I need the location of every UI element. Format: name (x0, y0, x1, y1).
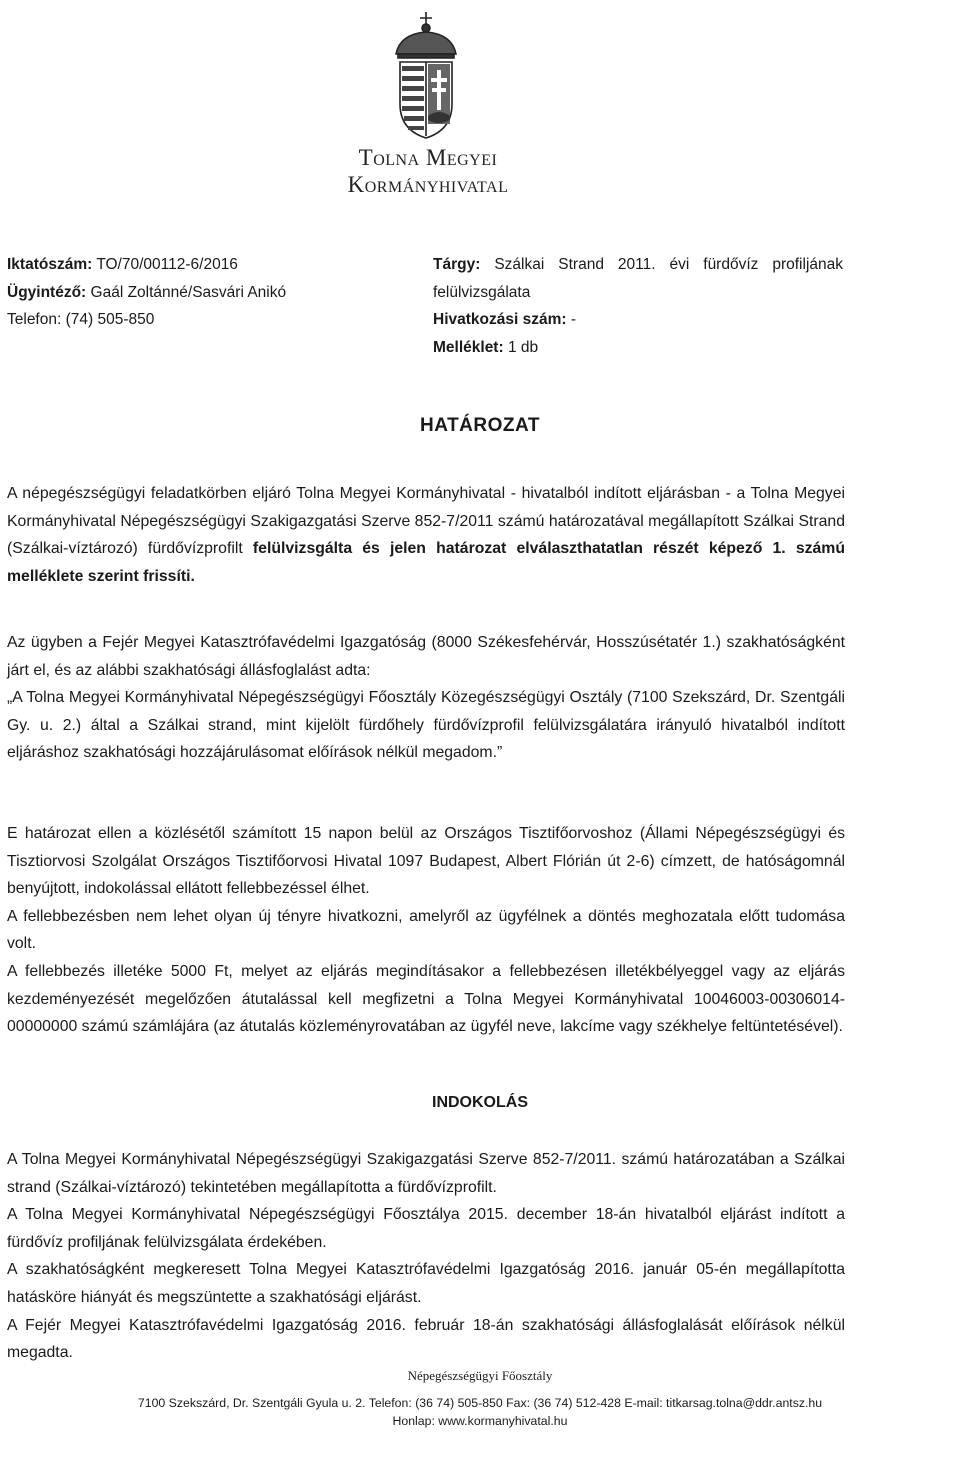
organization-name (298, 144, 558, 198)
appeal-restriction-text: A fellebbezésben nem lehet olyan új tényre hivatkozni, amelyről az ügyfélnek a döntés meghozatala előtt tudomása volt. (7, 907, 845, 953)
attachment-label: Melléklet: (433, 338, 504, 356)
phone-value: (74) 505-850 (65, 311, 155, 328)
reasoning-text-1: A Tolna Megyei Kormányhivatal Népegészségügyi Szakigazgatási Szerve 852-7/2011. számú határozatában a Szálkai strand (Szálkai-víztározó) tekintetében megállapította a fürdővízprofilt. (7, 1151, 845, 1196)
subject-value: Szálkai Strand 2011. évi fürdővíz profiljának felülvizsgálata (433, 256, 844, 301)
case-meta-right (433, 251, 843, 361)
reasoning-section (7, 1146, 845, 1367)
decision-paragraph (7, 480, 845, 590)
appeal-section (7, 820, 845, 1041)
reasoning-heading: INDOKOLÁS (432, 1094, 528, 1111)
reasoning-text-3: A szakhatóságként megkeresett Tolna Megyei Katasztrófavédelmi Igazgatóság 2016. január 05-én megállapította hatásköre hiányát és megszüntette a szakhatósági eljárást. (7, 1261, 845, 1306)
case-number-row (7, 251, 327, 279)
reasoning-text-4: A Fejér Megyei Katasztrófavédelmi Igazgatóság 2016. február 18-án szakhatósági állásfoglalását előírások nélkül megadta. (7, 1316, 845, 1362)
case-number-value: TO/70/00112-6/2016 (96, 256, 238, 273)
attachment-row (433, 334, 843, 362)
decision-text: A népegészségügyi feladatkörben eljáró Tolna Megyei Kormányhivatal - hivatalból indított eljárásban - a Tolna Megyei Kormányhivatal Népegészségügyi Szakigazgatási Szerve 852-7/2011 számú határozatával megállapított Szálkai Strand (Szálkai-víztározó) fürdővízprofilt (7, 485, 845, 558)
subject-row (433, 251, 843, 306)
reference-label: Hivatkozási szám: (433, 311, 567, 328)
reference-value: - (570, 311, 577, 328)
case-meta-left (7, 251, 327, 334)
document-title: HATÁROZAT (420, 415, 540, 436)
reference-row (433, 306, 843, 334)
subject-label: Tárgy: (433, 256, 481, 273)
phone-row (7, 306, 327, 334)
attachment-value: 1 db (507, 338, 539, 356)
decision-text-bold: felülvizsgálta és jelen határozat elválaszthatatlan részét képező 1. számú melléklete szerint frissíti. (7, 540, 845, 585)
appeal-text: E határozat ellen a közlésétől számított 15 napon belül az Országos Tisztifőorvoshoz (Állami Népegészségügyi és Tisztiorvosi Szolgálat Országos Tisztifőorvosi Hivatal 1097 Budapest, Albert Flórián út 2-6) címzett, de hatóságomnál benyújtott, indokolással ellátott fellebbezéssel élhet. (7, 825, 845, 898)
administrator-label: Ügyintéző: (7, 283, 87, 301)
phone-label: Telefon: (7, 311, 62, 328)
coat-of-arms-icon (386, 8, 466, 143)
reasoning-text-2: A Tolna Megyei Kormányhivatal Népegészségügyi Főosztálya 2015. december 18-án hivatalból eljárást indított a fürdővíz profiljának felülvizsgálata érdekében. (7, 1206, 845, 1251)
administrator-value: Gaál Zoltánné/Sasvári Anikó (90, 283, 287, 301)
organization-name-line2: Kormányhivatal (347, 172, 509, 197)
footer-address: 7100 Szekszárd, Dr. Szentgáli Gyula u. 2. Telefon: (36 74) 505-850 Fax: (36 74) 512-428 E-mail: titkarsag.tolna@ddr.antsz.hu (137, 1396, 823, 1410)
appeal-fee-text: A fellebbezés illetéke 5000 Ft, melyet az eljárás megindításakor a fellebbezésen illetékbélyeggel vagy az eljárás kezdeményezését megelőzően átutalással kell megfizetni a Tolna Megyei Kormányhivatal 10046003-00306014-00000000 számú számlájára (az átutalás közleményrovatában az ügyfél neve, lakcíme vagy székhelye feltüntetésével). (7, 962, 845, 1036)
footer-website: Honlap: www.kormanyhivatal.hu (392, 1414, 568, 1428)
administrator-row (7, 279, 327, 307)
authority-paragraph (7, 629, 845, 767)
authority-text: Az ügyben a Fejér Megyei Katasztrófavédelmi Igazgatóság (8000 Székesfehérvár, Hosszúsétatér 1.) szakhatóságként járt el, és az alábbi szakhatósági állásfoglalást adta: (7, 634, 845, 679)
footer-department: Népegészségügyi Főosztály (407, 1368, 553, 1383)
organization-name-line1: Tolna Megyei (358, 145, 498, 170)
authority-quote: „A Tolna Megyei Kormányhivatal Népegészségügyi Főosztály Közegészségügyi Osztály (7100 Szekszárd, Dr. Szentgáli Gy. u. 2.) által a Szálkai strand, mint kijelölt fürdőhely fürdővízprofil felülvizsgálatára irányuló hivatalból indított eljáráshoz szakhatósági hozzájárulásomat előírások nélkül megadom.” (7, 689, 845, 762)
case-number-label: Iktatószám: (7, 256, 93, 273)
